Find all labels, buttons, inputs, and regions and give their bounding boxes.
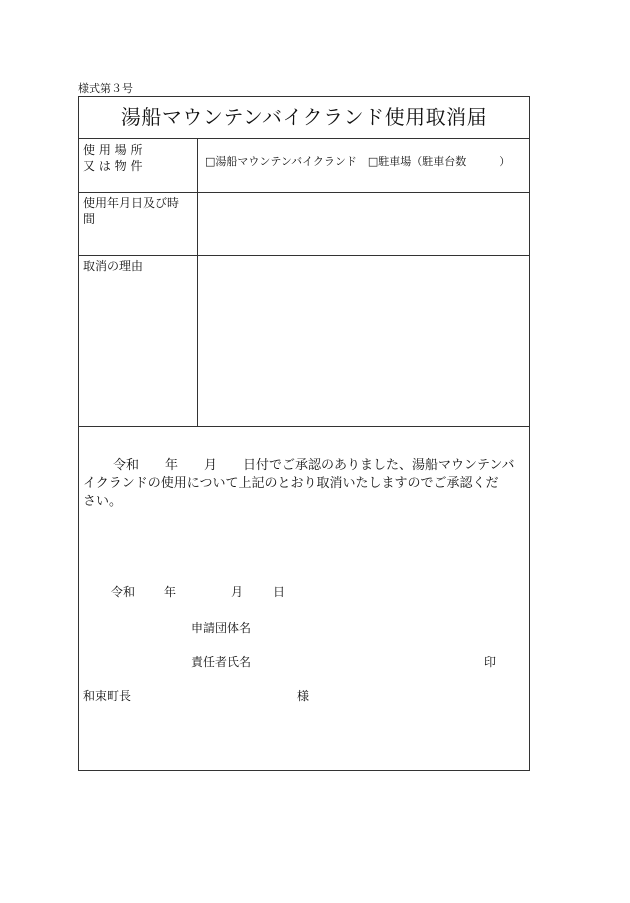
statement bbox=[83, 457, 525, 511]
sign-era: 令和 bbox=[111, 585, 136, 599]
honorific: 様 bbox=[297, 689, 310, 703]
addressee: 和束町長 bbox=[83, 689, 132, 703]
datetime-label-line1: 使用年月日及び時 bbox=[83, 196, 180, 210]
statement-line2: イクランドの使用について上記のとおり取消いたしますのでご承認くだ bbox=[83, 476, 499, 491]
sign-month: 月 bbox=[231, 585, 244, 599]
statement-line1 bbox=[83, 457, 525, 475]
place-label-line1: 使 用 場 所 bbox=[83, 143, 143, 157]
statement-era: 令和 bbox=[113, 458, 140, 473]
place-value: □湯船マウンテンバイクランド □駐車場（駐車台数 ） bbox=[205, 155, 511, 168]
form-number: 様式第３号 bbox=[78, 82, 133, 95]
statement-month: 月 bbox=[204, 458, 218, 473]
sign-year: 年 bbox=[164, 585, 177, 599]
divider-title bbox=[79, 138, 529, 139]
statement-year: 年 bbox=[165, 458, 179, 473]
sign-day: 日 bbox=[273, 585, 286, 599]
place-label bbox=[83, 142, 142, 174]
place-label-line2: 又 は 物 件 bbox=[83, 159, 143, 173]
datetime-label-line2: 間 bbox=[83, 212, 96, 226]
divider-place bbox=[79, 192, 529, 193]
reason-label: 取消の理由 bbox=[83, 259, 144, 273]
form-title: 湯船マウンテンバイクランド使用取消届 bbox=[120, 105, 488, 129]
form-frame bbox=[78, 96, 530, 771]
statement-text: 日付でご承認のありました、湯船マウンテンバ bbox=[243, 458, 515, 473]
seal-mark: 印 bbox=[484, 655, 497, 669]
statement-line3: さい。 bbox=[83, 494, 123, 509]
divider-reason bbox=[79, 426, 529, 427]
responsible-label: 責任者氏名 bbox=[191, 655, 252, 669]
column-divider bbox=[197, 138, 198, 426]
divider-datetime bbox=[79, 255, 529, 256]
group-name-label: 申請団体名 bbox=[191, 621, 252, 635]
datetime-label bbox=[83, 195, 179, 227]
